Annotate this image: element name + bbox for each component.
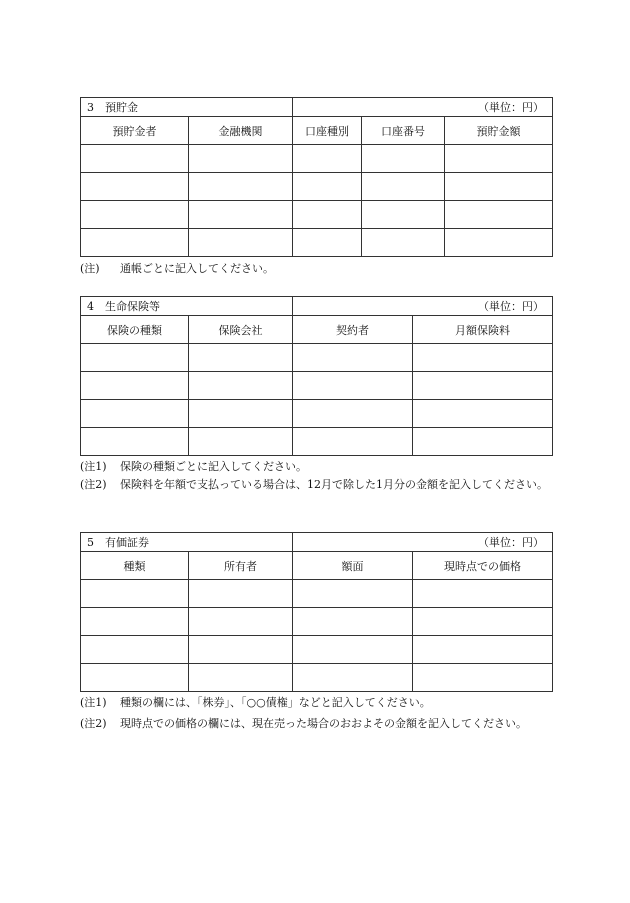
securities-table bbox=[80, 532, 553, 692]
input-cell[interactable] bbox=[189, 201, 293, 229]
input-cell[interactable] bbox=[413, 580, 553, 608]
input-cell[interactable] bbox=[362, 229, 445, 257]
section-title: 5 有価証券 bbox=[81, 533, 293, 552]
unit-label: （単位：円） bbox=[293, 98, 553, 117]
column-header: 額面 bbox=[293, 552, 413, 580]
input-cell[interactable] bbox=[445, 173, 553, 201]
input-cell[interactable] bbox=[413, 372, 553, 400]
input-cell[interactable] bbox=[413, 428, 553, 456]
input-cell[interactable] bbox=[293, 173, 362, 201]
input-cell[interactable] bbox=[189, 428, 293, 456]
input-cell[interactable] bbox=[413, 636, 553, 664]
note-tag: (注) bbox=[80, 262, 100, 275]
input-cell[interactable] bbox=[293, 636, 413, 664]
input-cell[interactable] bbox=[81, 145, 189, 173]
input-cell[interactable] bbox=[293, 608, 413, 636]
note-text: 種類の欄には、「株券」、「○○債権」などと記入してください。 bbox=[120, 696, 431, 709]
note-tag: (注2) bbox=[80, 717, 107, 730]
input-cell[interactable] bbox=[293, 664, 413, 692]
note-tag: (注2) bbox=[80, 478, 107, 491]
note-text: 通帳ごとに記入してください。 bbox=[120, 262, 274, 275]
input-cell[interactable] bbox=[189, 173, 293, 201]
input-cell[interactable] bbox=[413, 608, 553, 636]
table-row bbox=[81, 201, 553, 229]
input-cell[interactable] bbox=[189, 608, 293, 636]
table-row bbox=[81, 664, 553, 692]
column-header: 預貯金額 bbox=[445, 117, 553, 145]
note-tag: (注1) bbox=[80, 696, 107, 709]
input-cell[interactable] bbox=[189, 580, 293, 608]
table-row bbox=[81, 636, 553, 664]
table-row bbox=[81, 372, 553, 400]
note bbox=[80, 694, 560, 712]
column-header: 種類 bbox=[81, 552, 189, 580]
savings-table bbox=[80, 97, 553, 257]
table-row bbox=[81, 608, 553, 636]
input-cell[interactable] bbox=[81, 201, 189, 229]
input-cell[interactable] bbox=[189, 400, 293, 428]
input-cell[interactable] bbox=[293, 145, 362, 173]
input-cell[interactable] bbox=[189, 344, 293, 372]
input-cell[interactable] bbox=[362, 173, 445, 201]
column-header: 月額保険料 bbox=[413, 316, 553, 344]
column-header: 口座種別 bbox=[293, 117, 362, 145]
column-header: 保険会社 bbox=[189, 316, 293, 344]
input-cell[interactable] bbox=[293, 372, 413, 400]
input-cell[interactable] bbox=[445, 145, 553, 173]
input-cell[interactable] bbox=[81, 664, 189, 692]
column-header: 契約者 bbox=[293, 316, 413, 344]
input-cell[interactable] bbox=[81, 636, 189, 664]
table-row bbox=[81, 580, 553, 608]
section-title: 3 預貯金 bbox=[81, 98, 293, 117]
input-cell[interactable] bbox=[293, 344, 413, 372]
column-header: 保険の種類 bbox=[81, 316, 189, 344]
input-cell[interactable] bbox=[81, 400, 189, 428]
input-cell[interactable] bbox=[81, 580, 189, 608]
unit-label: （単位：円） bbox=[293, 533, 553, 552]
note bbox=[80, 715, 560, 733]
input-cell[interactable] bbox=[445, 229, 553, 257]
input-cell[interactable] bbox=[362, 145, 445, 173]
note-text: 現時点での価格の欄には、現在売った場合のおおよその金額を記入してください。 bbox=[120, 717, 527, 730]
note bbox=[80, 260, 560, 278]
column-header: 金融機関 bbox=[189, 117, 293, 145]
note-tag: (注1) bbox=[80, 460, 107, 473]
column-header: 現時点での価格 bbox=[413, 552, 553, 580]
input-cell[interactable] bbox=[189, 372, 293, 400]
input-cell[interactable] bbox=[293, 229, 362, 257]
input-cell[interactable] bbox=[293, 428, 413, 456]
input-cell[interactable] bbox=[362, 201, 445, 229]
column-header: 預貯金者 bbox=[81, 117, 189, 145]
input-cell[interactable] bbox=[293, 201, 362, 229]
input-cell[interactable] bbox=[413, 664, 553, 692]
input-cell[interactable] bbox=[81, 428, 189, 456]
input-cell[interactable] bbox=[293, 400, 413, 428]
note bbox=[80, 476, 560, 494]
section-title: 4 生命保険等 bbox=[81, 297, 293, 316]
input-cell[interactable] bbox=[81, 608, 189, 636]
note-text: 保険料を年額で支払っている場合は、12月で除した1月分の金額を記入してください。 bbox=[120, 478, 548, 491]
input-cell[interactable] bbox=[189, 636, 293, 664]
table-row bbox=[81, 428, 553, 456]
note bbox=[80, 458, 560, 476]
input-cell[interactable] bbox=[413, 344, 553, 372]
life-insurance-table bbox=[80, 296, 553, 456]
input-cell[interactable] bbox=[189, 664, 293, 692]
table-row bbox=[81, 400, 553, 428]
column-header: 口座番号 bbox=[362, 117, 445, 145]
note-text: 保険の種類ごとに記入してください。 bbox=[120, 460, 307, 473]
input-cell[interactable] bbox=[413, 400, 553, 428]
table-row bbox=[81, 229, 553, 257]
unit-label: （単位：円） bbox=[293, 297, 553, 316]
input-cell[interactable] bbox=[81, 344, 189, 372]
input-cell[interactable] bbox=[189, 229, 293, 257]
input-cell[interactable] bbox=[445, 201, 553, 229]
table-row bbox=[81, 173, 553, 201]
input-cell[interactable] bbox=[189, 145, 293, 173]
column-header: 所有者 bbox=[189, 552, 293, 580]
input-cell[interactable] bbox=[293, 580, 413, 608]
input-cell[interactable] bbox=[81, 229, 189, 257]
table-row bbox=[81, 145, 553, 173]
input-cell[interactable] bbox=[81, 372, 189, 400]
input-cell[interactable] bbox=[81, 173, 189, 201]
table-row bbox=[81, 344, 553, 372]
